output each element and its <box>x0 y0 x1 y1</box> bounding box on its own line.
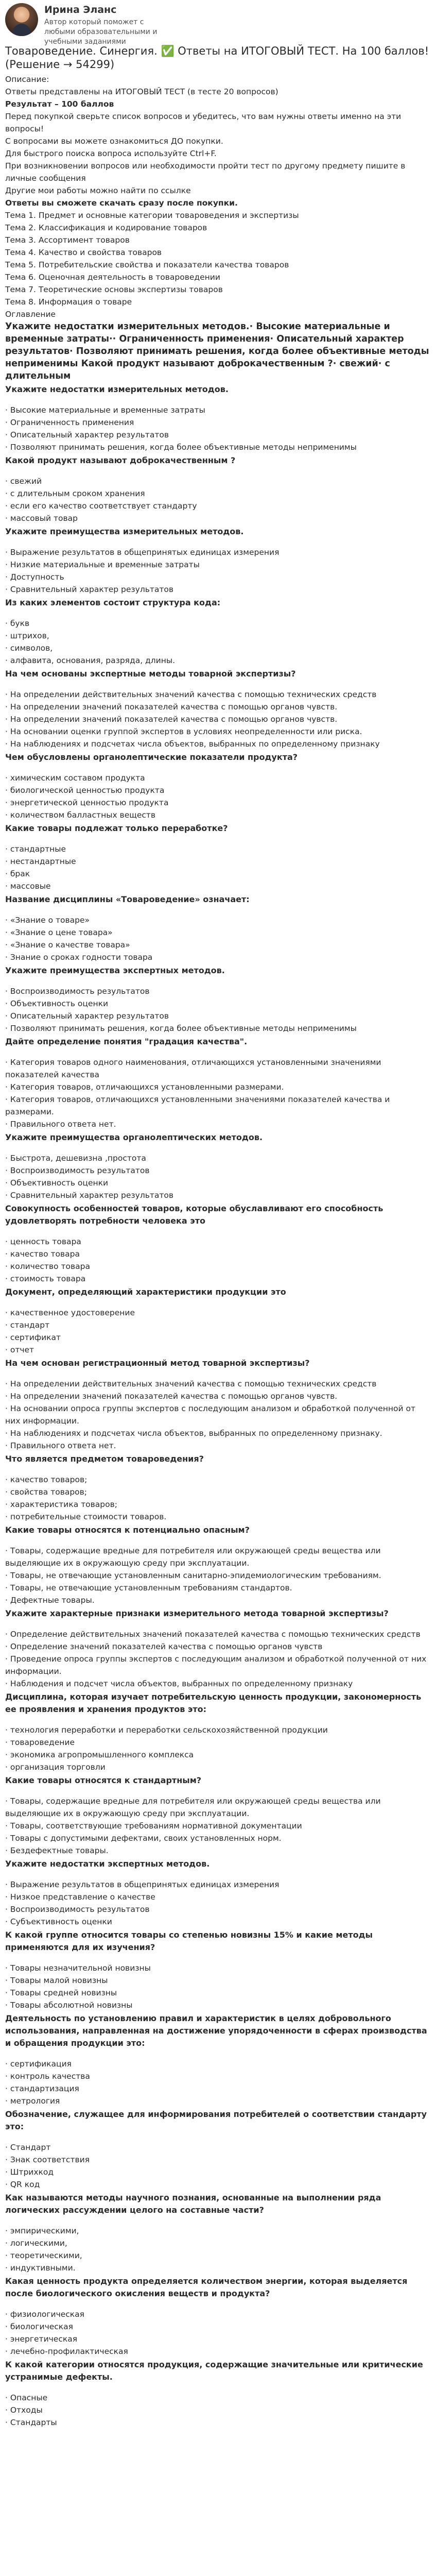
question-text: На чем основан регистрационный метод товарной экспертизы? <box>5 1358 310 1368</box>
answer-option: · Определение значений показателей качества с помощью органов чувств <box>5 1642 323 1651</box>
answer-option: · биологическая <box>5 2322 73 2331</box>
answer-option: · Позволяют принимать решения, когда более объективные методы неприменимы <box>5 1024 357 1033</box>
question-text: На чем основаны экспертные методы товарной экспертизы? <box>5 669 296 679</box>
question-block <box>5 893 431 963</box>
answer-option: · Объективность оценки <box>5 999 109 1008</box>
intro-line: С вопросами вы можете ознакомиться ДО покупки. <box>5 137 223 146</box>
answer-option: · Высокие материальные и временные затраты <box>5 405 205 415</box>
answer-option: · сертификация <box>5 2059 72 2069</box>
answer-option: · эмпирическими, <box>5 2226 79 2235</box>
topic-item: Тема 1. Предмет и основные категории товароведения и экспертизы <box>5 211 299 220</box>
answer-option: · товароведение <box>5 1738 75 1747</box>
question-text: Совокупность особенностей товаров, которые обуславливают его способность удовлетворять потребности человека это <box>5 1204 383 1226</box>
answer-option: · Выражение результатов в общепринятых единицах измерения <box>5 1880 280 1889</box>
answer-option: · Сравнительный характер результатов <box>5 585 174 594</box>
answer-option: · На определении значений показателей качества с помощью органов чувств. <box>5 715 338 724</box>
answer-option: · На основании опроса группы экспертов с последующим анализом и обработкой полученной от них информации. <box>5 1404 416 1426</box>
answer-option: · Товары незначительной новизны <box>5 1963 151 1973</box>
topic-item: Тема 7. Теоретические основы экспертизы товаров <box>5 285 223 294</box>
question-block <box>5 2359 431 2429</box>
author-avatar[interactable] <box>5 3 38 36</box>
topic-item: Тема 5. Потребительские свойства и показатели качества товаров <box>5 260 289 269</box>
question-block <box>5 1691 431 1773</box>
answer-option: · Выражение результатов в общепринятых единицах измерения <box>5 548 280 557</box>
question-text: Укажите преимущества измерительных методов. <box>5 527 244 536</box>
answer-option: · символов, <box>5 643 53 653</box>
answer-option: · Воспроизводимость результатов <box>5 1166 150 1175</box>
answer-option: · отчет <box>5 1345 34 1354</box>
answer-option: · «Знание о качестве товара» <box>5 940 130 950</box>
answer-option: · ценность товара <box>5 1237 81 1246</box>
question-block <box>5 1929 431 2011</box>
answer-option: · контроль качества <box>5 2072 90 2081</box>
answer-option: · организация торговли <box>5 1762 106 1772</box>
answer-option: · Товары, не отвечающие установленным санитарно-эпидемиологическим требованиям. <box>5 1571 381 1580</box>
question-text: Дайте определение понятия "градация качества". <box>5 1037 248 1046</box>
answer-option: · экономика агропромышленного комплекса <box>5 1750 194 1759</box>
answer-option: · количество товара <box>5 1262 90 1271</box>
question-text: Какие товары относятся к стандартным? <box>5 1775 202 1785</box>
author-text <box>44 3 168 47</box>
answer-option: · Товары с допустимыми дефектами, своих установленных норм. <box>5 1834 282 1843</box>
question-text: Какой продукт называют доброкачественным ? <box>5 455 236 465</box>
question-block <box>5 1357 431 1452</box>
answer-option: · Описательный характер результатов <box>5 430 169 439</box>
question-block <box>5 383 431 453</box>
question-text: Укажите недостатки измерительных методов. <box>5 384 229 394</box>
question-text: Укажите характерные признаки измерительного метода товарной экспертизы? <box>5 1608 389 1618</box>
answer-option: · Дефектные товары. <box>5 1596 95 1605</box>
question-text: Документ, определяющий характеристики продукции это <box>5 1287 286 1297</box>
answer-option: · Товары, содержащие вредные для потребителя или окружающей среды вещества или выделяющие их в окружающую среду при эксплуатации. <box>5 1546 381 1568</box>
question-text: Какие товары относятся к потенциально опасным? <box>5 1525 250 1535</box>
author-header <box>5 3 431 46</box>
intro-line: При возникновении вопросов или необходимости пройти тест по другому предмету пишите в личные сообщения <box>5 161 406 183</box>
answer-option: · «Знание о цене товара» <box>5 928 113 937</box>
question-block <box>5 1774 431 1857</box>
topic-item: Тема 4. Качество и свойства товаров <box>5 248 162 257</box>
answer-option: · букв <box>5 619 30 628</box>
question-block <box>5 1453 431 1523</box>
question-text: Какая ценность продукта определяется количеством энергии, которая выделяется после биологического окисления веществ и продукта? <box>5 2276 408 2298</box>
document-title: Товароведение. Синергия. ✅ Ответы на ИТОГОВЫЙ ТЕСТ. На 100 баллов! (Решение → 54299) <box>5 45 429 71</box>
intro-line: Другие мои работы можно найти по ссылке <box>5 186 191 195</box>
question-block <box>5 2192 431 2274</box>
answer-option: · Категория товаров, отличающихся установленными значениями показателей качества и размерами. <box>5 1095 390 1116</box>
answer-option: · На наблюдениях и подсчетах числа объектов, выбранных по определенному признаку. <box>5 1429 382 1438</box>
question-text: К какой категории относятся продукция, содержащие значительные или критические устранимые дефекты. <box>5 2360 423 2382</box>
answer-option: · Субъективность оценки <box>5 1917 112 1926</box>
answer-option: · Товары, соответствующие требованиям нормативной документации <box>5 1821 302 1831</box>
answer-option: · Определение действительных значений показателей качества с помощью технических средств <box>5 1630 421 1639</box>
topics-list <box>5 209 431 320</box>
answer-option: · Ограниченность применения <box>5 418 134 427</box>
answer-option: · Правильного ответа нет. <box>5 1441 116 1450</box>
answer-option: · сертификат <box>5 1333 61 1342</box>
answer-option: · свойства товаров; <box>5 1487 88 1497</box>
intro-line: Результат – 100 баллов <box>5 99 114 109</box>
topic-item: Оглавление <box>5 310 56 319</box>
question-block <box>5 1202 431 1285</box>
question-block <box>5 526 431 596</box>
answer-option: · Объективность оценки <box>5 1178 109 1188</box>
answer-option: · Знак соответствия <box>5 2155 90 2164</box>
question-block <box>5 1131 431 1201</box>
answer-option: · химическим составом продукта <box>5 773 145 783</box>
answer-option: · Доступность <box>5 572 64 582</box>
question-block <box>5 2108 431 2191</box>
question-block <box>5 668 431 750</box>
answer-option: · если его качество соответствует стандарту <box>5 501 197 511</box>
answer-option: · Проведение опроса группы экспертов с последующим анализом и обработкой полученной от них информации. <box>5 1654 427 1676</box>
question-block <box>5 597 431 667</box>
intro-line: Описание: <box>5 75 49 84</box>
answer-option: · «Знание о товаре» <box>5 916 90 925</box>
answer-option: · логическими, <box>5 2239 67 2248</box>
answer-option: · штрихов, <box>5 631 49 640</box>
question-block <box>5 1858 431 1928</box>
answer-option: · Низкое представление о качестве <box>5 1892 155 1902</box>
topic-item: Тема 8. Информация о товаре <box>5 297 132 307</box>
answer-option: · стандартизация <box>5 2084 79 2093</box>
answer-option: · На наблюдениях и подсчетах числа объектов, выбранных по определенному признаку <box>5 739 380 749</box>
answer-option: · Товары средней новизны <box>5 1988 117 1997</box>
question-block <box>5 822 431 892</box>
answer-option: · с длительным сроком хранения <box>5 489 145 498</box>
answer-option: · Правильного ответа нет. <box>5 1120 116 1129</box>
topic-item: Тема 2. Классификация и кодирование товаров <box>5 223 207 232</box>
answer-option: · Товары, не отвечающие установленным требованиям стандартов. <box>5 1583 292 1592</box>
answer-option: · На определении значений показателей качества с помощью органов чувств. <box>5 702 338 711</box>
question-block <box>5 964 431 1035</box>
question-text: Какие товары подлежат только переработке? <box>5 823 228 833</box>
answer-option: · Категория товаров, отличающихся установленными размерами. <box>5 1082 284 1092</box>
answer-option: · Бездефектные товары. <box>5 1846 109 1855</box>
answer-option: · Наблюдения и подсчет числа объектов, выбранных по определенному признаку <box>5 1679 353 1688</box>
answer-option: · стандартные <box>5 844 66 854</box>
intro-line: Ответы вы сможете скачать сразу после покупки. <box>5 198 238 208</box>
intro-line: Ответы представлены на ИТОГОВЫЙ ТЕСТ (в тесте 20 вопросов) <box>5 87 278 96</box>
answer-option: · Описательный характер результатов <box>5 1011 169 1021</box>
answer-option: · Низкие материальные и временные затраты <box>5 560 200 569</box>
question-block <box>5 454 431 524</box>
answer-option: · массовые <box>5 882 51 891</box>
answer-option: · метрология <box>5 2096 60 2106</box>
question-block <box>5 320 431 382</box>
question-text: Укажите недостатки измерительных методов.· Высокие материальные и временные затраты·· Ограниченность применения· Описательный характер результатов· Позволяют принимать решения, когда более объективные методы неприменимы Какой продукт называют доброкачественным ?· свежий· с длительным <box>5 321 429 381</box>
question-text: К какой группе относится товары со степенью новизны 15% и какие методы применяются для их изучения? <box>5 1930 373 1952</box>
answer-option: · Воспроизводимость результатов <box>5 1905 150 1914</box>
question-text: Укажите недостатки экспертных методов. <box>5 1859 210 1869</box>
question-text: Как называются методы научного познания, основанные на выполнении ряда логических рассуждении целого на составные части? <box>5 2193 381 2215</box>
answer-option: · качество товаров; <box>5 1475 88 1484</box>
answer-option: · характеристика товаров; <box>5 1500 117 1509</box>
author-name[interactable]: Ирина Эланс <box>44 4 117 15</box>
answer-option: · энергетическая <box>5 2334 78 2344</box>
answer-option: · технология переработки и переработки сельскохозяйственной продукции <box>5 1725 328 1735</box>
intro-line: Перед покупкой сверьте список вопросов и убедитесь, что вам нужны ответы именно на эти вопросы! <box>5 112 402 133</box>
answer-option: · Знание о сроках годности товара <box>5 953 153 962</box>
answer-option: · Стандарты <box>5 2418 57 2427</box>
intro-section <box>5 73 431 209</box>
answer-option: · Штрихкод <box>5 2167 54 2177</box>
answer-option: · стандарт <box>5 1320 50 1330</box>
answer-option: · Позволяют принимать решения, когда более объективные методы неприменимы <box>5 443 357 452</box>
answer-option: · теоретическими, <box>5 2251 82 2260</box>
answer-option: · На основании оценки группой экспертов в условиях неопределенности или риска. <box>5 727 362 736</box>
author-description: Автор который поможет с любыми образовательными и учебными заданиями <box>44 18 158 46</box>
question-text: Название дисциплины «Товароведение» означает: <box>5 894 250 904</box>
answer-option: · Товары, содержащие вредные для потребителя или окружающей среды вещества или выделяющие их в окружающую среду при эксплуатации. <box>5 1797 381 1818</box>
answer-option: · На определении действительных значений качества с помощью технических средств <box>5 690 377 699</box>
answer-option: · На определении значений показателей качества с помощью органов чувств. <box>5 1392 338 1401</box>
answer-option: · алфавита, основания, разряда, длины. <box>5 656 176 665</box>
answer-option: · лечебно-профилактическая <box>5 2347 128 2356</box>
answer-option: · На определении действительных значений качества с помощью технических средств <box>5 1379 377 1388</box>
question-text: Из каких элементов состоит структура кода: <box>5 598 221 607</box>
answer-option: · потребительные стоимости товаров. <box>5 1512 167 1521</box>
topic-item: Тема 6. Оценочная деятельность в товароведении <box>5 273 220 282</box>
answer-option: · Сравнительный характер результатов <box>5 1191 174 1200</box>
answer-option: · энергетической ценностью продукта <box>5 798 169 807</box>
answer-option: · качественное удостоверение <box>5 1308 135 1317</box>
answer-option: · Стандарт <box>5 2143 51 2152</box>
question-text: Обозначение, служащее для информирования потребителей о соответствии стандарту это: <box>5 2109 427 2131</box>
answer-option: · Категория товаров одного наименования, отличающихся установленными значениями показателей качества <box>5 1058 381 1079</box>
answer-option: · физиологическая <box>5 2310 84 2319</box>
question-text: Чем обусловлены органолептические показатели продукта? <box>5 752 298 762</box>
question-block <box>5 1036 431 1130</box>
answer-option: · массовый товар <box>5 514 78 523</box>
question-block <box>5 751 431 821</box>
answer-option: · Отходы <box>5 2405 43 2415</box>
answer-option: · Опасные <box>5 2393 48 2402</box>
answer-option: · свежий <box>5 477 42 486</box>
answer-option: · Воспроизводимость результатов <box>5 987 150 996</box>
intro-line: Для быстрого поиска вопроса используйте Ctrl+F. <box>5 149 217 158</box>
answer-option: · стоимость товара <box>5 1274 86 1283</box>
question-text: Дисциплина, которая изучает потребительскую ценность продукции, закономерность ее проявления и хранения продуктов это: <box>5 1692 422 1714</box>
answer-option: · брак <box>5 869 30 878</box>
answer-option: · качество товара <box>5 1249 80 1259</box>
answer-option: · Быстрота, дешевизна ,простота <box>5 1154 146 1163</box>
topic-item: Тема 3. Ассортимент товаров <box>5 235 130 245</box>
answer-option: · Товары малой новизны <box>5 1976 108 1985</box>
answer-option: · индуктивными. <box>5 2263 76 2273</box>
question-block <box>5 2012 431 2107</box>
answer-option: · QR код <box>5 2180 40 2189</box>
question-block <box>5 1286 431 1356</box>
questions-list <box>5 320 431 2429</box>
question-block <box>5 2275 431 2358</box>
question-text: Деятельность по установлению правил и характеристик в целях добровольного использования, направленная на достижение упорядоченности в сферах производства и обращения продукции это: <box>5 2013 427 2048</box>
question-text: Укажите преимущества органолептических методов. <box>5 1132 263 1142</box>
question-text: Что является предметом товароведения? <box>5 1454 204 1464</box>
answer-option: · количеством балластных веществ <box>5 810 156 820</box>
question-block <box>5 1524 431 1606</box>
answer-option: · биологической ценностью продукта <box>5 786 165 795</box>
answer-option: · нестандартные <box>5 857 76 866</box>
answer-option: · Товары абсолютной новизны <box>5 2001 133 2010</box>
question-text: Укажите преимущества экспертных методов. <box>5 965 225 975</box>
question-block <box>5 1607 431 1690</box>
